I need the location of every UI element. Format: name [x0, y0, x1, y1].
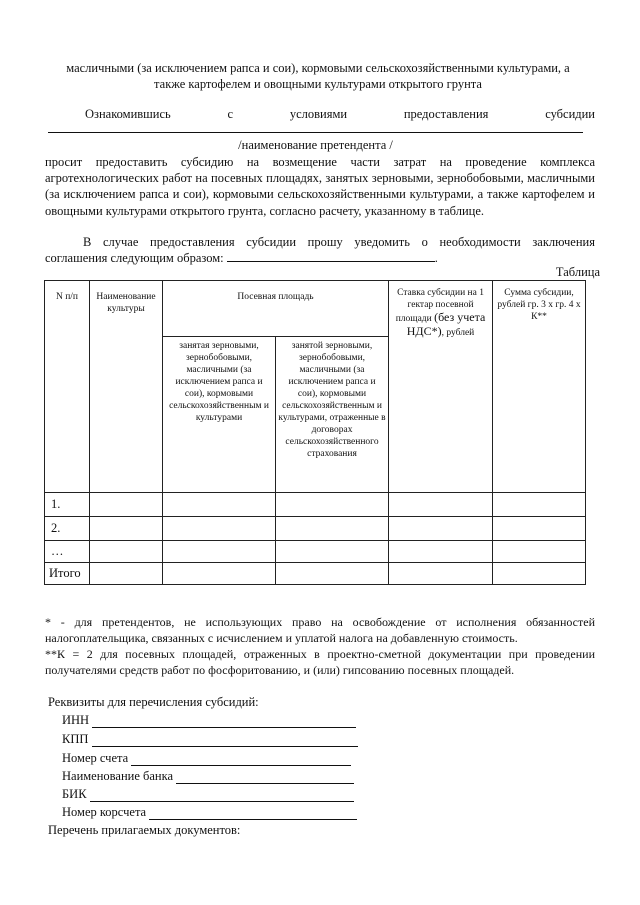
rate-text-c: , рублей: [441, 328, 475, 338]
table-cell[interactable]: [163, 541, 276, 563]
col-header-area: Посевная площадь: [163, 281, 389, 337]
bik-row: [62, 786, 354, 802]
row-number: 2.: [45, 517, 90, 541]
table-cell[interactable]: [493, 563, 586, 585]
table-cell[interactable]: [276, 563, 389, 585]
requisites-title: Реквизиты для перечисления субсидий:: [48, 695, 259, 709]
row-number: …: [45, 541, 90, 563]
documents-title: Перечень прилагаемых документов:: [48, 823, 241, 837]
footnote-coefficient: **К = 2 для посевных площадей, отраженных в проектно-сметной документации при проведении получателями средств работ по фосфоритованию, и (или) гипсованию посевных площадей.: [45, 647, 595, 677]
kpp-field[interactable]: [92, 733, 358, 747]
col-header-area-sub-2: занятой зерновыми, зернобобовыми, масличными (за исключением рапса и сои), кормовыми сельскохозяйственным и культурами, отраженные в договорах сельскохозяйственного страхования: [276, 337, 389, 493]
table-cell[interactable]: [276, 541, 389, 563]
notify-line-2-text: соглашения следующим образом:: [45, 251, 224, 265]
col-header-number: N п/п: [45, 281, 90, 493]
notify-line-1: В случае предоставления субсидии прошу уведомить о необходимости заключения: [83, 235, 595, 249]
intro-word-1: Ознакомившись: [85, 107, 171, 121]
table-cell[interactable]: [163, 563, 276, 585]
table-cell[interactable]: [276, 493, 389, 517]
kpp-row: [62, 731, 358, 747]
table-cell[interactable]: [90, 517, 163, 541]
table-cell[interactable]: [389, 563, 493, 585]
table-cell[interactable]: [493, 517, 586, 541]
intro-word-2: с: [227, 107, 234, 121]
subsidy-table: [44, 280, 586, 585]
bik-label: БИК: [62, 787, 87, 801]
inn-field[interactable]: [92, 714, 356, 728]
table-cell[interactable]: [90, 563, 163, 585]
header-line-1: масличными (за исключением рапса и сои), кормовыми сельскохозяйственными культурами, а: [66, 61, 570, 75]
col-header-culture: Наименование культуры: [90, 281, 163, 493]
table-total-row: [45, 563, 586, 585]
intro-word-5: субсидии: [545, 107, 595, 121]
total-label: Итого: [45, 563, 90, 585]
notify-line-2: соглашения следующим образом: .: [45, 251, 438, 265]
table-row: [45, 517, 586, 541]
table-cell[interactable]: [163, 517, 276, 541]
table-cell[interactable]: [276, 517, 389, 541]
bank-row: [62, 768, 354, 784]
table-cell[interactable]: [389, 517, 493, 541]
account-label: Номер счета: [62, 751, 129, 765]
table-header-row: [45, 281, 586, 337]
table-row: [45, 541, 586, 563]
rate-text-a: Ставка субсидии на 1 гектар посевной площади: [395, 288, 484, 324]
table-cell[interactable]: [389, 541, 493, 563]
table-cell[interactable]: [90, 493, 163, 517]
bank-label: Наименование банка: [62, 769, 174, 783]
bank-field[interactable]: [176, 770, 354, 784]
table-cell[interactable]: [90, 541, 163, 563]
bik-field[interactable]: [90, 788, 354, 802]
table-cell[interactable]: [163, 493, 276, 517]
request-paragraph: просит предоставить субсидию на возмещение части затрат на проведение комплекса агротехнологических работ на посевных площадях, занятых зерновыми, зернобобовыми, масличными (за исключением рапса и сои), кормовыми сельскохозяйственными культурами, а также картофелем и овощными культурами открытого грунта, согласно расчету, указанному в таблице.: [45, 155, 595, 218]
footnote-vat: * - для претендентов, не использующих право на освобождение от исполнения обязанностей налогоплательщика, связанных с исчислением и уплатой налога на добавленную стоимость.: [45, 615, 595, 645]
row-number: 1.: [45, 493, 90, 517]
corr-field[interactable]: [149, 806, 357, 820]
applicant-name-caption: /наименование претендента /: [238, 138, 393, 152]
account-row: [62, 750, 351, 766]
rate-text-b: (без учета НДС*): [406, 310, 486, 338]
table-cell[interactable]: [389, 493, 493, 517]
intro-line: [85, 106, 595, 122]
col-header-rate: [389, 281, 493, 493]
col-header-area-sub-1: занятая зерновыми, зернобобовыми, масличными (за исключением рапса и сои), кормовыми сельскохозяйственным и культурами: [163, 337, 276, 493]
inn-row: [62, 712, 356, 728]
applicant-name-line[interactable]: [48, 132, 583, 133]
corr-row: [62, 804, 357, 820]
table-cell[interactable]: [493, 541, 586, 563]
table-row: [45, 493, 586, 517]
header-line-2: также картофелем и овощными культурами открытого грунта: [154, 77, 482, 91]
corr-label: Номер корсчета: [62, 805, 147, 819]
table-cell[interactable]: [493, 493, 586, 517]
table-label: Таблица: [555, 265, 600, 279]
inn-label: ИНН: [62, 713, 90, 727]
kpp-label: КПП: [62, 732, 89, 746]
notify-method-field[interactable]: [227, 249, 435, 262]
intro-word-4: предоставления: [403, 107, 489, 121]
account-field[interactable]: [131, 752, 351, 766]
intro-word-3: условиями: [289, 107, 348, 121]
col-header-sum: Сумма субсидии, рублей гр. 3 х гр. 4 х К**: [493, 281, 586, 493]
